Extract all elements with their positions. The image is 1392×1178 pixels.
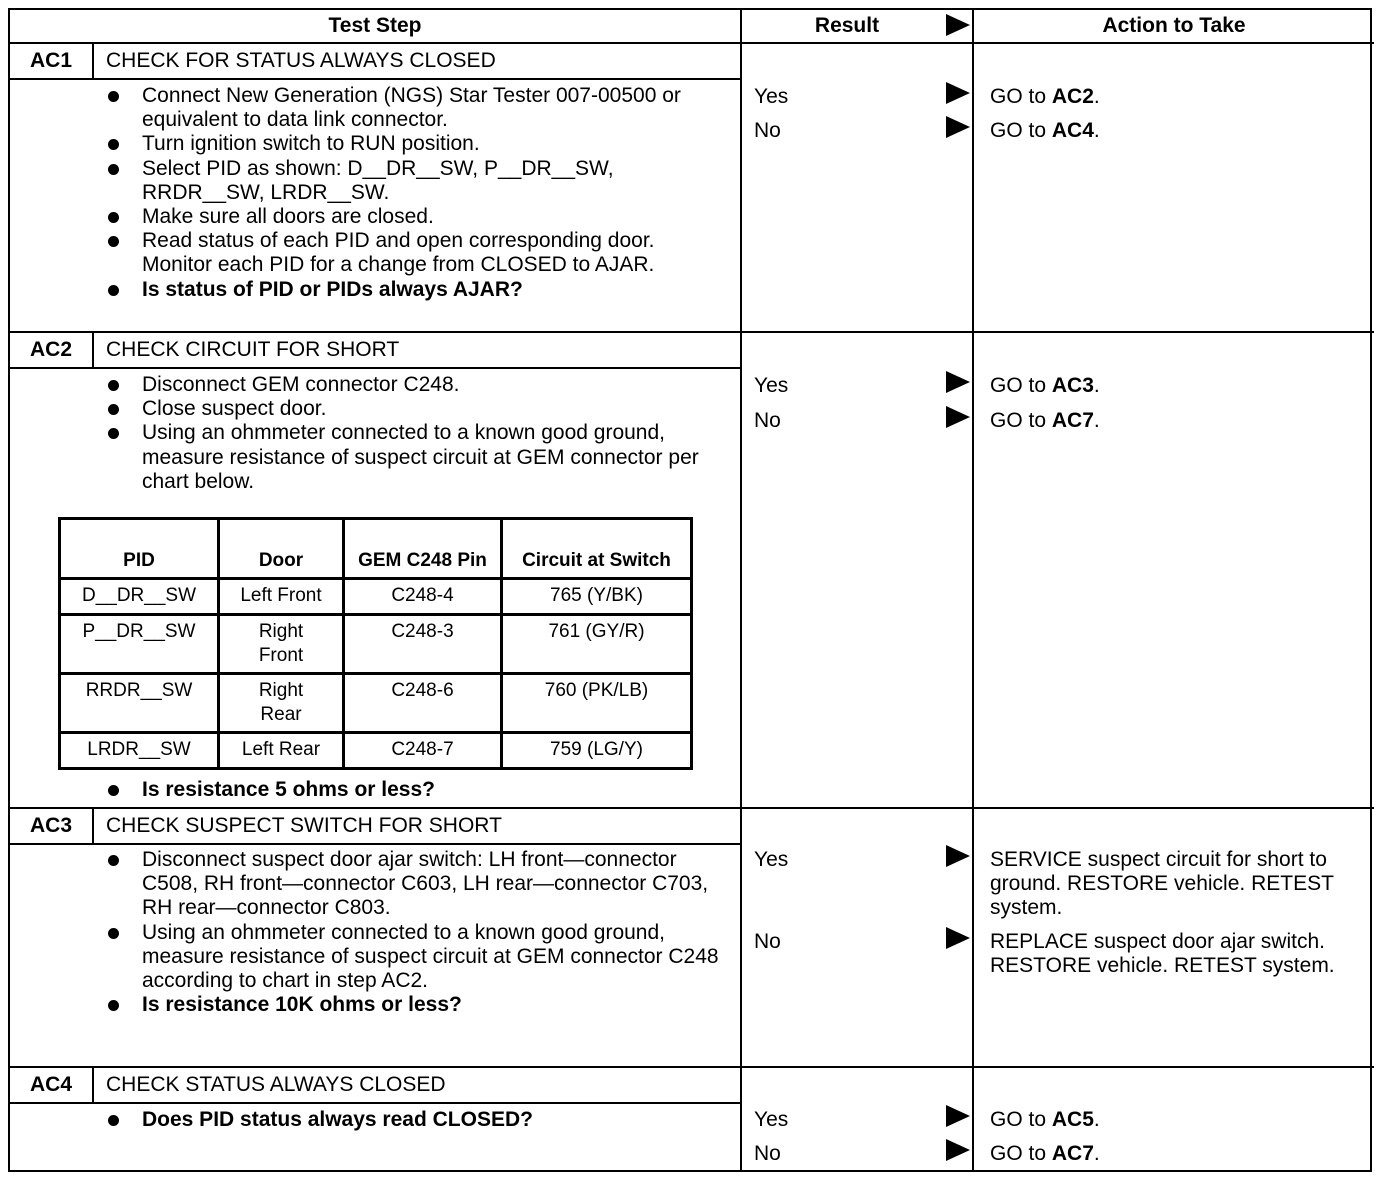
header-test-step: Test Step (328, 14, 422, 37)
arrow-icon (946, 927, 970, 949)
result-no: No (754, 409, 781, 432)
table-row (60, 579, 692, 615)
ac2-question-list (106, 778, 726, 802)
list-item-question: Is resistance 5 ohms or less? (106, 778, 726, 802)
result-no: No (754, 930, 781, 953)
table-cell: P__DR__SW (60, 615, 219, 674)
action-text: GO to AC7. (990, 409, 1100, 432)
arrow-icon (946, 1105, 970, 1127)
column-divider (972, 10, 974, 1170)
list-item: Make sure all doors are closed. (106, 205, 726, 229)
table-cell: RRDR__SW (60, 674, 219, 733)
arrow-icon (946, 1139, 970, 1161)
arrow-icon (946, 116, 970, 138)
header-result: Result (814, 14, 880, 37)
list-item: Turn ignition switch to RUN position. (106, 132, 726, 156)
table-cell: Left Front (219, 579, 344, 615)
table-cell: 765 (Y/BK) (502, 579, 692, 615)
header-arrow-icon (946, 14, 970, 36)
result-yes: Yes (754, 1108, 789, 1131)
list-item-question: Does PID status always read CLOSED? (106, 1108, 726, 1132)
list-item: Close suspect door. (106, 397, 726, 421)
step-title-ac3: CHECK SUSPECT SWITCH FOR SHORT (106, 814, 502, 837)
column-header: PID (60, 519, 219, 579)
pid-chart (58, 517, 693, 770)
table-cell: Left Rear (219, 733, 344, 769)
ac2-bullet-list (106, 373, 726, 494)
list-item-question: Is status of PID or PIDs always AJAR? (106, 278, 726, 302)
arrow-icon (946, 845, 970, 867)
action-text: GO to AC2. (990, 85, 1100, 108)
diagnostic-table (8, 8, 1372, 1172)
title-divider (10, 78, 740, 80)
table-row (60, 674, 692, 733)
list-item: Using an ohmmeter connected to a known good ground, measure resistance of suspect circuit at GEM connector per chart below. (106, 421, 726, 494)
step-title-ac2: CHECK CIRCUIT FOR SHORT (106, 338, 400, 361)
step-title-ac4: CHECK STATUS ALWAYS CLOSED (106, 1073, 446, 1096)
column-header: Door (219, 519, 344, 579)
table-cell: 759 (LG/Y) (502, 733, 692, 769)
title-divider (10, 367, 740, 369)
step-id-ac2: AC2 (29, 338, 72, 361)
list-item: Select PID as shown: D__DR__SW, P__DR__SW, RRDR__SW, LRDR__SW. (106, 157, 726, 205)
action-text: GO to AC5. (990, 1108, 1100, 1131)
arrow-icon (946, 406, 970, 428)
list-item: Using an ohmmeter connected to a known good ground, measure resistance of suspect circuit at GEM connector C248 according to chart in step AC2. (106, 921, 726, 994)
action-text: GO to AC7. (990, 1142, 1100, 1165)
ac1-bullet-list (106, 84, 726, 302)
table-cell: C248-4 (344, 579, 502, 615)
arrow-icon (946, 82, 970, 104)
table-row (60, 733, 692, 769)
list-item: Disconnect suspect door ajar switch: LH front—connector C508, RH front—connector C603, LH rear—connector C703, RH rear—connector C803. (106, 848, 726, 921)
step-id-ac1: AC1 (29, 49, 72, 72)
column-header: GEM C248 Pin (344, 519, 502, 579)
column-header: Circuit at Switch (502, 519, 692, 579)
table-cell: C248-7 (344, 733, 502, 769)
result-no: No (754, 1142, 781, 1165)
table-cell: D__DR__SW (60, 579, 219, 615)
table-cell: Right Rear (219, 674, 344, 733)
header-action: Action to Take (1102, 14, 1246, 37)
result-no: No (754, 119, 781, 142)
action-text: REPLACE suspect door ajar switch. RESTORE vehicle. RETEST system. (990, 930, 1335, 977)
table-row (60, 615, 692, 674)
list-item: Read status of each PID and open corresponding door. Monitor each PID for a change from CLOSED to AJAR. (106, 229, 726, 277)
table-cell: 760 (PK/LB) (502, 674, 692, 733)
step-id-ac3: AC3 (29, 814, 72, 837)
ac4-bullet-list (106, 1108, 726, 1132)
title-divider (10, 843, 740, 845)
list-item: Connect New Generation (NGS) Star Tester 007-00500 or equivalent to data link connector. (106, 84, 726, 132)
result-yes: Yes (754, 374, 789, 397)
table-cell: Right Front (219, 615, 344, 674)
table-cell: C248-6 (344, 674, 502, 733)
table-header-row (60, 519, 692, 579)
table-cell: LRDR__SW (60, 733, 219, 769)
action-text: GO to AC4. (990, 119, 1100, 142)
step-title-ac1: CHECK FOR STATUS ALWAYS CLOSED (106, 49, 496, 72)
step-id-ac4: AC4 (29, 1073, 72, 1096)
table-cell: C248-3 (344, 615, 502, 674)
title-divider (10, 1102, 740, 1104)
arrow-icon (946, 371, 970, 393)
result-yes: Yes (754, 85, 789, 108)
table-cell: 761 (GY/R) (502, 615, 692, 674)
column-divider (740, 10, 742, 1170)
ac3-bullet-list (106, 848, 726, 1017)
list-item: Disconnect GEM connector C248. (106, 373, 726, 397)
action-text: GO to AC3. (990, 374, 1100, 397)
result-yes: Yes (754, 848, 789, 871)
list-item-question: Is resistance 10K ohms or less? (106, 993, 726, 1017)
action-text: SERVICE suspect circuit for short to ground. RESTORE vehicle. RETEST system. (990, 848, 1334, 919)
